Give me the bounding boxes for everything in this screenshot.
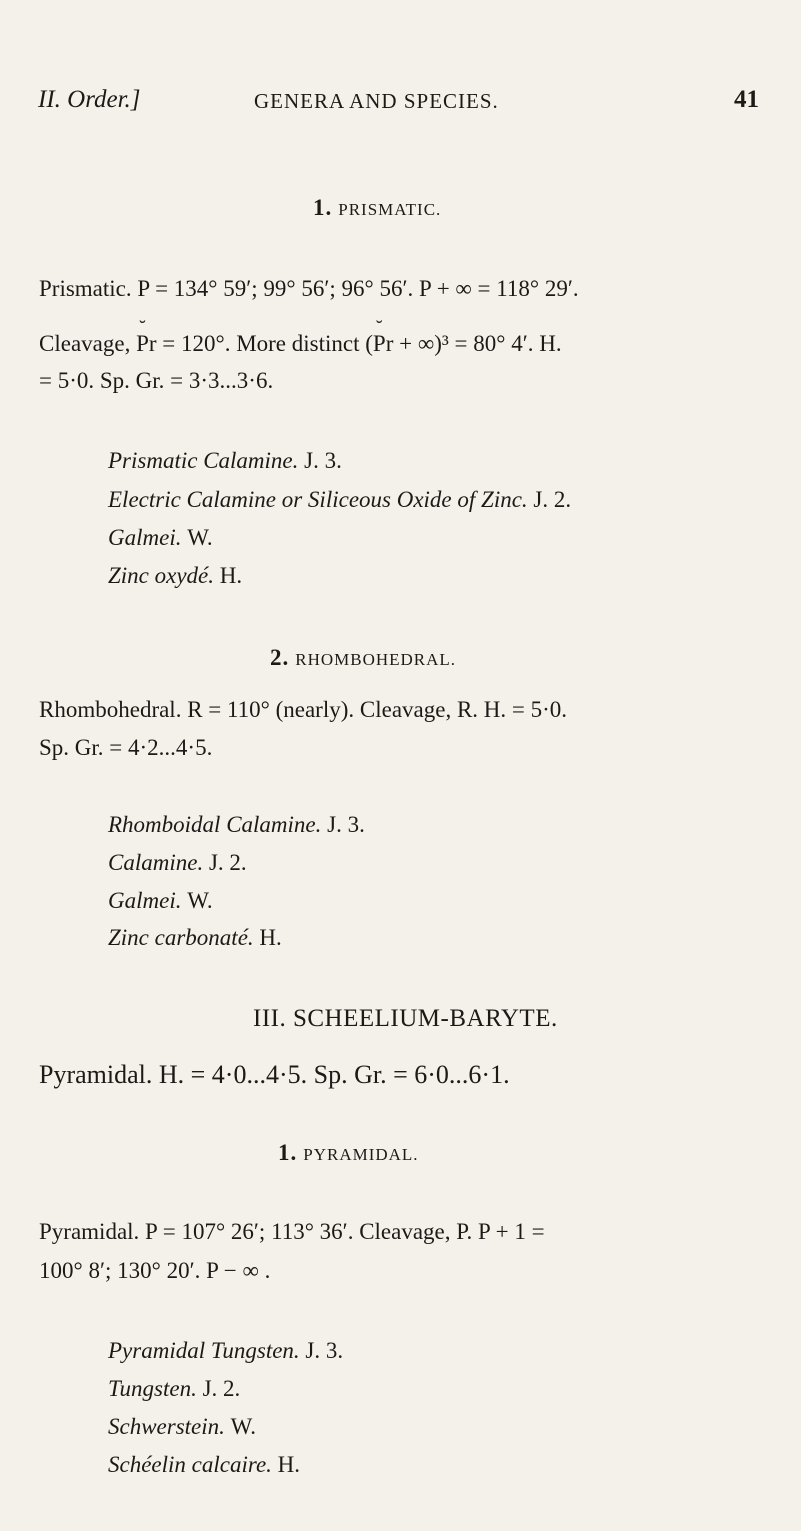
synonym-entry bbox=[108, 525, 213, 551]
synonym-name: Pyramidal Tungsten. bbox=[108, 1338, 300, 1363]
running-header-left: II. Order.] bbox=[38, 86, 141, 113]
species-heading-prismatic bbox=[313, 195, 441, 221]
synonym-name: Rhomboidal Calamine. bbox=[108, 812, 322, 837]
synonym-entry bbox=[108, 1452, 300, 1478]
species-number: 2. bbox=[270, 645, 290, 670]
synonym-entry bbox=[108, 1414, 256, 1440]
synonym-entry bbox=[108, 448, 342, 474]
species-number: 1. bbox=[313, 195, 333, 220]
running-header-title: GENERA AND SPECIES. bbox=[254, 89, 499, 113]
synonym-entry bbox=[108, 850, 247, 876]
species-description-line: Pyramidal. P = 107° 26′; 113° 36′. Cleavage, P. P + 1 = bbox=[39, 1219, 545, 1244]
synonym-name: Prismatic Calamine. bbox=[108, 448, 299, 473]
synonym-authority: H. bbox=[259, 925, 282, 950]
species-description-line: Sp. Gr. = 4·2...4·5. bbox=[39, 735, 213, 760]
synonym-entry bbox=[108, 563, 242, 589]
synonym-name: Electric Calamine or Siliceous Oxide of Zinc. bbox=[108, 487, 528, 512]
synonym-name: Zinc carbonaté. bbox=[108, 925, 254, 950]
species-title: PRISMATIC. bbox=[338, 200, 442, 219]
synonym-name: Schéelin calcaire. bbox=[108, 1452, 272, 1477]
synonym-entry bbox=[108, 1376, 240, 1402]
species-description-line: Rhombohedral. R = 110° (nearly). Cleavage, R. H. = 5·0. bbox=[39, 697, 568, 722]
species-heading-pyramidal bbox=[278, 1140, 419, 1166]
genus-description: Pyramidal. H. = 4·0...4·5. Sp. Gr. = 6·0...6·1. bbox=[39, 1060, 510, 1089]
synonym-authority: H. bbox=[277, 1452, 301, 1477]
species-description-line: = 5·0. Sp. Gr. = 3·3...3·6. bbox=[39, 368, 274, 393]
synonym-authority: H. bbox=[219, 563, 243, 588]
synonym-authority: W. bbox=[187, 888, 213, 913]
prism-symbol: ˘ Pr bbox=[373, 331, 393, 356]
synonym-name: Calamine. bbox=[108, 850, 204, 875]
species-number: 1. bbox=[278, 1140, 298, 1165]
text-fragment: + ∞)³ = 80° 4′. H. bbox=[393, 331, 562, 356]
synonym-authority: J. 3. bbox=[304, 448, 342, 473]
synonym-name: Schwerstein. bbox=[108, 1414, 225, 1439]
synonym-name: Tungsten. bbox=[108, 1376, 197, 1401]
genus-heading: III. SCHEELIUM-BARYTE. bbox=[253, 1005, 558, 1032]
species-description-line: Prismatic. P = 134° 59′; 99° 56′; 96° 56′. P + ∞ = 118° 29′. bbox=[39, 276, 579, 301]
synonym-authority: W. bbox=[187, 525, 213, 550]
synonym-authority: J. 3. bbox=[327, 812, 365, 837]
synonym-entry bbox=[108, 925, 282, 951]
synonym-name: Galmei. bbox=[108, 525, 182, 550]
text-fragment: = 120°. More distinct ( bbox=[156, 331, 373, 356]
synonym-authority: J. 2. bbox=[208, 850, 247, 875]
species-title: PYRAMIDAL. bbox=[303, 1145, 419, 1164]
synonym-authority: J. 3. bbox=[305, 1338, 344, 1363]
synonym-name: Zinc oxydé. bbox=[108, 563, 215, 588]
synonym-name: Galmei. bbox=[108, 888, 182, 913]
species-description-line: 100° 8′; 130° 20′. P − ∞ . bbox=[39, 1258, 271, 1283]
species-description-line bbox=[39, 331, 562, 357]
prism-symbol: ˘ Pr bbox=[136, 331, 156, 356]
text-fragment: Cleavage, bbox=[39, 331, 137, 356]
synonym-entry bbox=[108, 1338, 343, 1364]
synonym-entry bbox=[108, 487, 571, 513]
synonym-authority: J. 2. bbox=[202, 1376, 241, 1401]
page-number: 41 bbox=[734, 86, 759, 113]
species-title: RHOMBOHEDRAL. bbox=[295, 650, 457, 669]
synonym-entry bbox=[108, 812, 365, 838]
synonym-entry bbox=[108, 888, 213, 914]
species-heading-rhombohedral bbox=[270, 645, 456, 671]
synonym-authority: J. 2. bbox=[533, 487, 572, 512]
synonym-authority: W. bbox=[230, 1414, 257, 1439]
